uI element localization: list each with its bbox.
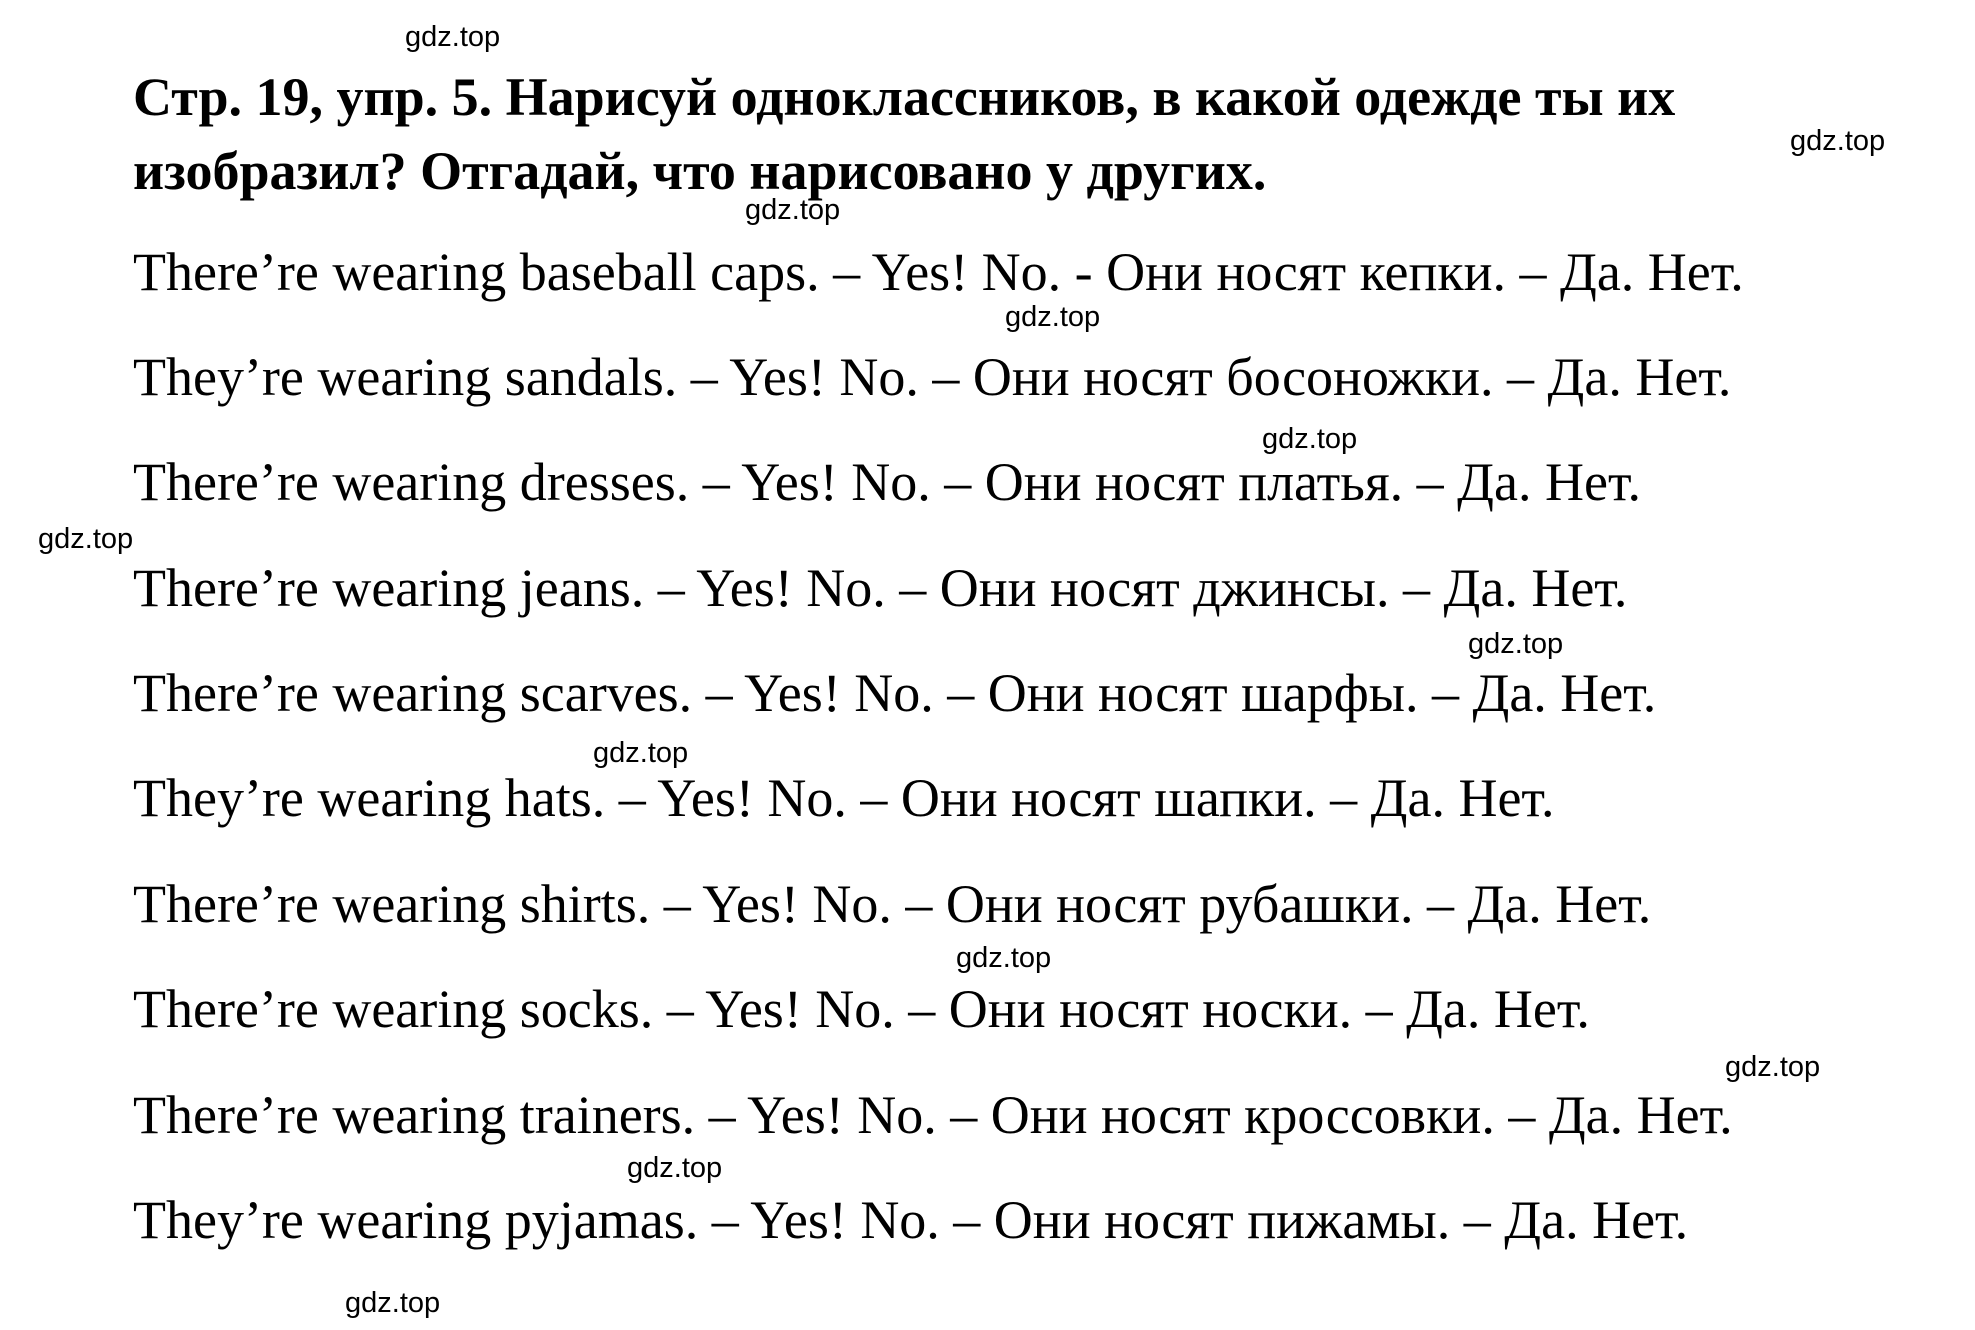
- sentence-line-8: There’re wearing socks. – Yes! No. – Они носят носки. – Да. Нет.: [133, 979, 1590, 1039]
- watermark: gdz.top: [627, 1152, 723, 1184]
- watermark: gdz.top: [1468, 628, 1564, 660]
- watermark: gdz.top: [1725, 1051, 1821, 1083]
- sentence-line-10: They’re wearing pyjamas. – Yes! No. – Они носят пижамы. – Да. Нет.: [133, 1190, 1689, 1250]
- sentence-line-5: There’re wearing scarves. – Yes! No. – Они носят шарфы. – Да. Нет.: [133, 663, 1657, 723]
- sentence-line-7: There’re wearing shirts. – Yes! No. – Они носят рубашки. – Да. Нет.: [133, 874, 1652, 934]
- exercise-title: Стр. 19, упр. 5. Нарисуй одноклассников, в какой одежде ты их изобразил? Отгадай, что нарисовано у других.: [133, 67, 1676, 201]
- watermark: gdz.top: [745, 194, 841, 226]
- sentence-line-1: There’re wearing baseball caps. – Yes! No. - Они носят кепки. – Да. Нет.: [133, 242, 1744, 302]
- watermark: gdz.top: [345, 1287, 441, 1319]
- sentence-line-6: They’re wearing hats. – Yes! No. – Они носят шапки. – Да. Нет.: [133, 768, 1555, 828]
- watermark: gdz.top: [38, 523, 134, 555]
- sentence-line-2: They’re wearing sandals. – Yes! No. – Они носят босоножки. – Да. Нет.: [133, 347, 1732, 407]
- sentence-line-9: There’re wearing trainers. – Yes! No. – Они носят кроссовки. – Да. Нет.: [133, 1085, 1733, 1145]
- sentence-line-3: There’re wearing dresses. – Yes! No. – Они носят платья. – Да. Нет.: [133, 452, 1641, 512]
- watermark: gdz.top: [593, 737, 689, 769]
- watermark: gdz.top: [1262, 423, 1358, 455]
- sentence-line-4: There’re wearing jeans. – Yes! No. – Они носят джинсы. – Да. Нет.: [133, 558, 1628, 618]
- watermark: gdz.top: [1005, 301, 1101, 333]
- watermark: gdz.top: [956, 942, 1052, 974]
- watermark: gdz.top: [405, 21, 501, 53]
- watermark: gdz.top: [1790, 125, 1886, 157]
